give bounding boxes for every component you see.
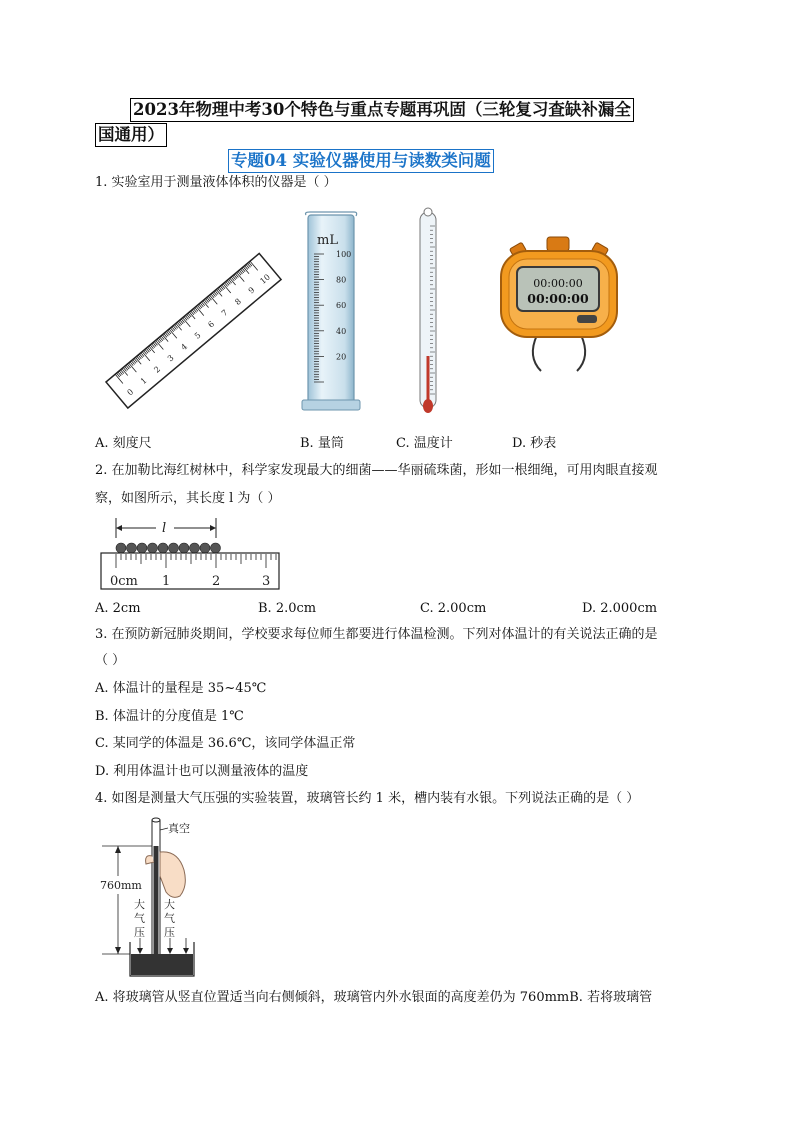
pressure-label-left-1: 大 [134, 898, 145, 911]
document-title-continued [95, 123, 167, 147]
q3-option-b[interactable]: B. 体温计的分度值是 1℃ [95, 709, 244, 724]
q1-option-b[interactable]: B. 量筒 [300, 436, 344, 451]
bacterium-segment [179, 543, 189, 553]
q3-option-c[interactable]: C. 某同学的体温是 36.6℃，该同学体温正常 [95, 736, 356, 751]
ruler-label-1: 1 [162, 574, 171, 589]
title-line-1: 2023年物理中考30个特色与重点专题再巩固（三轮复习查缺补漏全 [133, 100, 631, 119]
cylinder-number: 100 [336, 250, 352, 259]
cylinder-number: 60 [336, 301, 347, 311]
ruler-number: 4 [179, 341, 190, 353]
document-title [130, 98, 634, 122]
bacterium-segment [211, 543, 221, 553]
question-2-stem-line-1: 2. 在加勒比海红树林中，科学家发现最大的细菌——华丽硫珠菌，形如一根细绳，可用肉眼直接观 [95, 463, 658, 478]
bacterium-segment [169, 543, 179, 553]
stopwatch-figure [497, 237, 621, 377]
ruler-number: 3 [165, 353, 176, 364]
question-4-stem: 4. 如图是测量大气压强的实验装置，玻璃管长约 1 米，槽内装有水银。下列说法正确的是（ ） [95, 791, 640, 806]
q2-option-c[interactable]: C. 2.00cm [420, 601, 487, 616]
q2-option-a[interactable]: A. 2cm [95, 601, 141, 616]
bacterium-segment [148, 543, 158, 553]
barometer-figure [100, 816, 210, 980]
question-3-stem-line-1: 3. 在预防新冠肺炎期间，学校要求每位师生都要进行体温检测。下列对体温计的有关说法正确的是 [95, 627, 658, 642]
stopwatch-digits-bottom: 00:00:00 [527, 291, 589, 306]
q1-option-a[interactable]: A. 刻度尺 [95, 436, 152, 451]
title-line-2: 国通用） [98, 125, 164, 144]
pressure-label-left-2: 气 [134, 912, 145, 925]
cylinder-unit-label: mL [317, 233, 338, 248]
ruler-number: 2 [152, 364, 163, 375]
pressure-label-right-1: 大 [164, 898, 175, 911]
q3-option-d[interactable]: D. 利用体温计也可以测量液体的温度 [95, 764, 309, 779]
ruler-number: 0 [125, 387, 136, 398]
cylinder-number: 80 [336, 275, 347, 285]
length-label-l: l [162, 521, 167, 536]
bacterium-segment [127, 543, 137, 553]
q2-option-d[interactable]: D. 2.000cm [582, 601, 658, 616]
height-label: 760mm [100, 879, 142, 892]
bacterium-segment [116, 543, 126, 553]
ruler-figure [96, 232, 272, 398]
bacterium-ruler-figure [100, 518, 284, 592]
pressure-label-right-2: 气 [164, 912, 175, 925]
question-2-stem-line-2: 察，如图所示，其长度 l 为（ ） [95, 491, 281, 506]
q2-option-b[interactable]: B. 2.0cm [258, 601, 317, 616]
question-1-stem: 1. 实验室用于测量液体体积的仪器是（ ） [95, 175, 337, 190]
ruler-number: 10 [258, 272, 272, 286]
ruler-number: 1 [138, 375, 149, 387]
ruler-number: 7 [219, 308, 230, 319]
q1-option-c[interactable]: C. 温度计 [396, 436, 453, 451]
bacterium-segment [200, 543, 210, 553]
ruler-label-3: 3 [262, 574, 271, 589]
ruler-label-0cm: 0cm [110, 574, 138, 589]
vacuum-label: 真空 [168, 822, 190, 835]
q4-option-a[interactable]: A. 将玻璃管从竖直位置适当向右侧倾斜，玻璃管内外水银面的高度差仍为 760mmB. 若将玻璃管 [95, 990, 653, 1005]
q3-option-a[interactable]: A. 体温计的量程是 35~45℃ [95, 681, 267, 696]
stopwatch-digits-top: 00:00:00 [533, 277, 583, 290]
question-3-stem-line-2: （ ） [95, 653, 126, 668]
cylinder-number: 20 [336, 352, 347, 362]
ruler-number: 5 [192, 330, 203, 341]
graduated-cylinder-figure [300, 210, 370, 415]
pressure-label-right-3: 压 [164, 926, 175, 939]
ruler-number: 9 [246, 285, 257, 296]
pressure-label-left-3: 压 [134, 926, 145, 939]
ruler-number: 8 [233, 296, 244, 307]
ruler-label-2: 2 [212, 574, 221, 589]
bacterium-segment [137, 543, 147, 553]
bacterium-segment [158, 543, 168, 553]
q1-option-d[interactable]: D. 秒表 [512, 436, 557, 451]
bacterium-segment [190, 543, 200, 553]
cylinder-number: 40 [336, 326, 347, 336]
thermometer-figure [416, 206, 440, 418]
ruler-number: 6 [206, 319, 217, 330]
section-subtitle: 专题04 实验仪器使用与读数类问题 [228, 149, 494, 173]
